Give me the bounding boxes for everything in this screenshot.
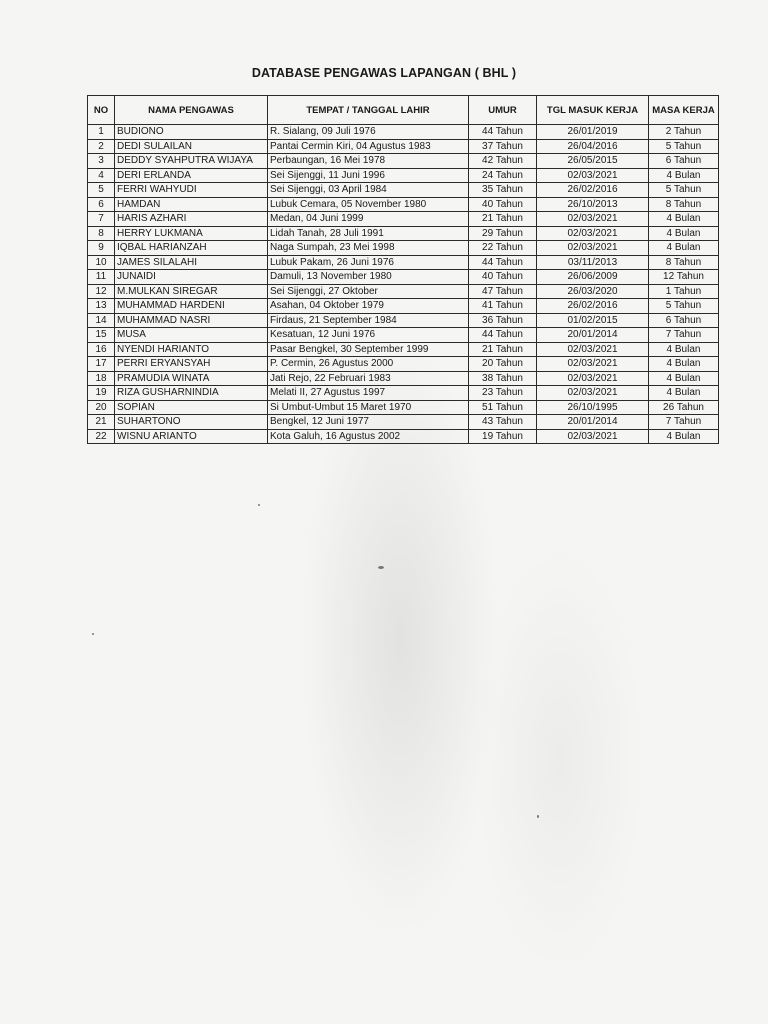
table-row	[88, 212, 719, 227]
cell-tgl-masuk: 02/03/2021	[537, 226, 649, 241]
cell-masa-kerja: 4 Bulan	[649, 212, 719, 227]
table-row	[88, 255, 719, 270]
cell-tgl-masuk: 26/05/2015	[537, 154, 649, 169]
cell-nama: DERI ERLANDA	[115, 168, 268, 183]
cell-nama: NYENDI HARIANTO	[115, 342, 268, 357]
cell-masa-kerja: 5 Tahun	[649, 183, 719, 198]
cell-masa-kerja: 5 Tahun	[649, 139, 719, 154]
cell-tgl-masuk: 01/02/2015	[537, 313, 649, 328]
cell-no: 9	[88, 241, 115, 256]
cell-nama: PRAMUDIA WINATA	[115, 371, 268, 386]
table-row	[88, 299, 719, 314]
cell-tgl-masuk: 03/11/2013	[537, 255, 649, 270]
cell-masa-kerja: 4 Bulan	[649, 371, 719, 386]
table-row	[88, 313, 719, 328]
cell-no: 1	[88, 125, 115, 140]
cell-no: 15	[88, 328, 115, 343]
cell-no: 12	[88, 284, 115, 299]
scan-speck	[258, 504, 260, 506]
table-row	[88, 183, 719, 198]
cell-umur: 51 Tahun	[469, 400, 537, 415]
column-header-ttl: TEMPAT / TANGGAL LAHIR	[268, 96, 469, 125]
cell-nama: HARIS AZHARI	[115, 212, 268, 227]
cell-tgl-masuk: 02/03/2021	[537, 342, 649, 357]
cell-no: 19	[88, 386, 115, 401]
cell-tgl-masuk: 02/03/2021	[537, 371, 649, 386]
cell-ttl: Si Umbut-Umbut 15 Maret 1970	[268, 400, 469, 415]
cell-masa-kerja: 5 Tahun	[649, 299, 719, 314]
cell-umur: 22 Tahun	[469, 241, 537, 256]
cell-nama: IQBAL HARIANZAH	[115, 241, 268, 256]
cell-umur: 20 Tahun	[469, 357, 537, 372]
supervisor-table	[87, 95, 719, 444]
cell-ttl: Sei Sijenggi, 03 April 1984	[268, 183, 469, 198]
cell-nama: DEDDY SYAHPUTRA WIJAYA	[115, 154, 268, 169]
scan-speck	[92, 633, 94, 635]
table-row	[88, 125, 719, 140]
cell-umur: 21 Tahun	[469, 212, 537, 227]
column-header-masa-kerja: MASA KERJA	[649, 96, 719, 125]
table-row	[88, 386, 719, 401]
cell-tgl-masuk: 26/10/2013	[537, 197, 649, 212]
cell-nama: HERRY LUKMANA	[115, 226, 268, 241]
cell-umur: 19 Tahun	[469, 429, 537, 444]
cell-masa-kerja: 4 Bulan	[649, 429, 719, 444]
cell-no: 13	[88, 299, 115, 314]
cell-tgl-masuk: 02/03/2021	[537, 241, 649, 256]
scan-speck	[537, 815, 539, 818]
cell-umur: 40 Tahun	[469, 197, 537, 212]
cell-ttl: Pantai Cermin Kiri, 04 Agustus 1983	[268, 139, 469, 154]
cell-tgl-masuk: 02/03/2021	[537, 168, 649, 183]
cell-tgl-masuk: 26/02/2016	[537, 299, 649, 314]
table-row	[88, 284, 719, 299]
cell-no: 20	[88, 400, 115, 415]
cell-no: 2	[88, 139, 115, 154]
table-row	[88, 226, 719, 241]
cell-masa-kerja: 4 Bulan	[649, 226, 719, 241]
column-header-nama: NAMA PENGAWAS	[115, 96, 268, 125]
cell-no: 16	[88, 342, 115, 357]
cell-tgl-masuk: 26/04/2016	[537, 139, 649, 154]
cell-tgl-masuk: 26/03/2020	[537, 284, 649, 299]
cell-nama: WISNU ARIANTO	[115, 429, 268, 444]
cell-umur: 24 Tahun	[469, 168, 537, 183]
cell-no: 18	[88, 371, 115, 386]
cell-ttl: Damuli, 13 November 1980	[268, 270, 469, 285]
cell-masa-kerja: 26 Tahun	[649, 400, 719, 415]
cell-ttl: Asahan, 04 Oktober 1979	[268, 299, 469, 314]
cell-nama: SOPIAN	[115, 400, 268, 415]
cell-tgl-masuk: 26/01/2019	[537, 125, 649, 140]
cell-nama: FERRI WAHYUDI	[115, 183, 268, 198]
header-row	[88, 96, 719, 125]
cell-tgl-masuk: 26/10/1995	[537, 400, 649, 415]
table-row	[88, 139, 719, 154]
cell-ttl: Lubuk Pakam, 26 Juni 1976	[268, 255, 469, 270]
cell-ttl: Pasar Bengkel, 30 September 1999	[268, 342, 469, 357]
cell-nama: DEDI SULAILAN	[115, 139, 268, 154]
cell-no: 4	[88, 168, 115, 183]
page-title: DATABASE PENGAWAS LAPANGAN ( BHL )	[251, 66, 517, 80]
cell-no: 21	[88, 415, 115, 430]
table-body	[88, 125, 719, 444]
cell-umur: 35 Tahun	[469, 183, 537, 198]
cell-umur: 44 Tahun	[469, 328, 537, 343]
cell-masa-kerja: 4 Bulan	[649, 357, 719, 372]
cell-no: 8	[88, 226, 115, 241]
table-row	[88, 241, 719, 256]
column-header-umur: UMUR	[469, 96, 537, 125]
cell-masa-kerja: 1 Tahun	[649, 284, 719, 299]
column-header-tgl-masuk: TGL MASUK KERJA	[537, 96, 649, 125]
table-row	[88, 168, 719, 183]
cell-no: 22	[88, 429, 115, 444]
scan-speck	[378, 566, 384, 569]
cell-ttl: Sei Sijenggi, 27 Oktober	[268, 284, 469, 299]
cell-tgl-masuk: 02/03/2021	[537, 386, 649, 401]
cell-ttl: Melati II, 27 Agustus 1997	[268, 386, 469, 401]
cell-nama: SUHARTONO	[115, 415, 268, 430]
cell-nama: BUDIONO	[115, 125, 268, 140]
cell-nama: MUSA	[115, 328, 268, 343]
table-row	[88, 197, 719, 212]
cell-nama: RIZA GUSHARNINDIA	[115, 386, 268, 401]
table-row	[88, 342, 719, 357]
table-row	[88, 270, 719, 285]
cell-masa-kerja: 6 Tahun	[649, 313, 719, 328]
cell-nama: MUHAMMAD HARDENI	[115, 299, 268, 314]
column-header-no: NO	[88, 96, 115, 125]
cell-masa-kerja: 2 Tahun	[649, 125, 719, 140]
cell-masa-kerja: 8 Tahun	[649, 197, 719, 212]
cell-umur: 44 Tahun	[469, 125, 537, 140]
cell-no: 14	[88, 313, 115, 328]
table-row	[88, 154, 719, 169]
cell-no: 3	[88, 154, 115, 169]
cell-nama: JUNAIDI	[115, 270, 268, 285]
cell-umur: 43 Tahun	[469, 415, 537, 430]
cell-no: 11	[88, 270, 115, 285]
cell-nama: MUHAMMAD NASRI	[115, 313, 268, 328]
cell-umur: 41 Tahun	[469, 299, 537, 314]
cell-ttl: Perbaungan, 16 Mei 1978	[268, 154, 469, 169]
cell-tgl-masuk: 02/03/2021	[537, 357, 649, 372]
cell-umur: 36 Tahun	[469, 313, 537, 328]
cell-ttl: R. Sialang, 09 Juli 1976	[268, 125, 469, 140]
cell-ttl: Lidah Tanah, 28 Juli 1991	[268, 226, 469, 241]
cell-masa-kerja: 4 Bulan	[649, 386, 719, 401]
cell-masa-kerja: 7 Tahun	[649, 415, 719, 430]
cell-umur: 29 Tahun	[469, 226, 537, 241]
table-row	[88, 400, 719, 415]
cell-umur: 44 Tahun	[469, 255, 537, 270]
cell-ttl: Lubuk Cemara, 05 November 1980	[268, 197, 469, 212]
cell-umur: 23 Tahun	[469, 386, 537, 401]
cell-ttl: Kesatuan, 12 Juni 1976	[268, 328, 469, 343]
cell-umur: 40 Tahun	[469, 270, 537, 285]
cell-tgl-masuk: 20/01/2014	[537, 328, 649, 343]
cell-masa-kerja: 4 Bulan	[649, 342, 719, 357]
cell-masa-kerja: 6 Tahun	[649, 154, 719, 169]
cell-umur: 42 Tahun	[469, 154, 537, 169]
cell-no: 6	[88, 197, 115, 212]
cell-no: 10	[88, 255, 115, 270]
cell-no: 17	[88, 357, 115, 372]
cell-ttl: Bengkel, 12 Juni 1977	[268, 415, 469, 430]
table-row	[88, 328, 719, 343]
cell-umur: 21 Tahun	[469, 342, 537, 357]
cell-nama: PERRI ERYANSYAH	[115, 357, 268, 372]
table-row	[88, 371, 719, 386]
cell-masa-kerja: 4 Bulan	[649, 241, 719, 256]
cell-ttl: Naga Sumpah, 23 Mei 1998	[268, 241, 469, 256]
cell-masa-kerja: 12 Tahun	[649, 270, 719, 285]
cell-ttl: Kota Galuh, 16 Agustus 2002	[268, 429, 469, 444]
cell-no: 7	[88, 212, 115, 227]
cell-masa-kerja: 4 Bulan	[649, 168, 719, 183]
table-row	[88, 357, 719, 372]
cell-tgl-masuk: 26/02/2016	[537, 183, 649, 198]
table-row	[88, 415, 719, 430]
cell-tgl-masuk: 20/01/2014	[537, 415, 649, 430]
cell-ttl: Sei Sijenggi, 11 Juni 1996	[268, 168, 469, 183]
cell-umur: 37 Tahun	[469, 139, 537, 154]
table-row	[88, 429, 719, 444]
cell-nama: M.MULKAN SIREGAR	[115, 284, 268, 299]
cell-tgl-masuk: 26/06/2009	[537, 270, 649, 285]
cell-nama: HAMDAN	[115, 197, 268, 212]
cell-masa-kerja: 7 Tahun	[649, 328, 719, 343]
cell-tgl-masuk: 02/03/2021	[537, 212, 649, 227]
cell-ttl: Firdaus, 21 September 1984	[268, 313, 469, 328]
cell-umur: 47 Tahun	[469, 284, 537, 299]
cell-tgl-masuk: 02/03/2021	[537, 429, 649, 444]
cell-masa-kerja: 8 Tahun	[649, 255, 719, 270]
cell-ttl: P. Cermin, 26 Agustus 2000	[268, 357, 469, 372]
cell-no: 5	[88, 183, 115, 198]
cell-nama: JAMES SILALAHI	[115, 255, 268, 270]
cell-umur: 38 Tahun	[469, 371, 537, 386]
cell-ttl: Jati Rejo, 22 Februari 1983	[268, 371, 469, 386]
table-header	[88, 96, 719, 125]
cell-ttl: Medan, 04 Juni 1999	[268, 212, 469, 227]
